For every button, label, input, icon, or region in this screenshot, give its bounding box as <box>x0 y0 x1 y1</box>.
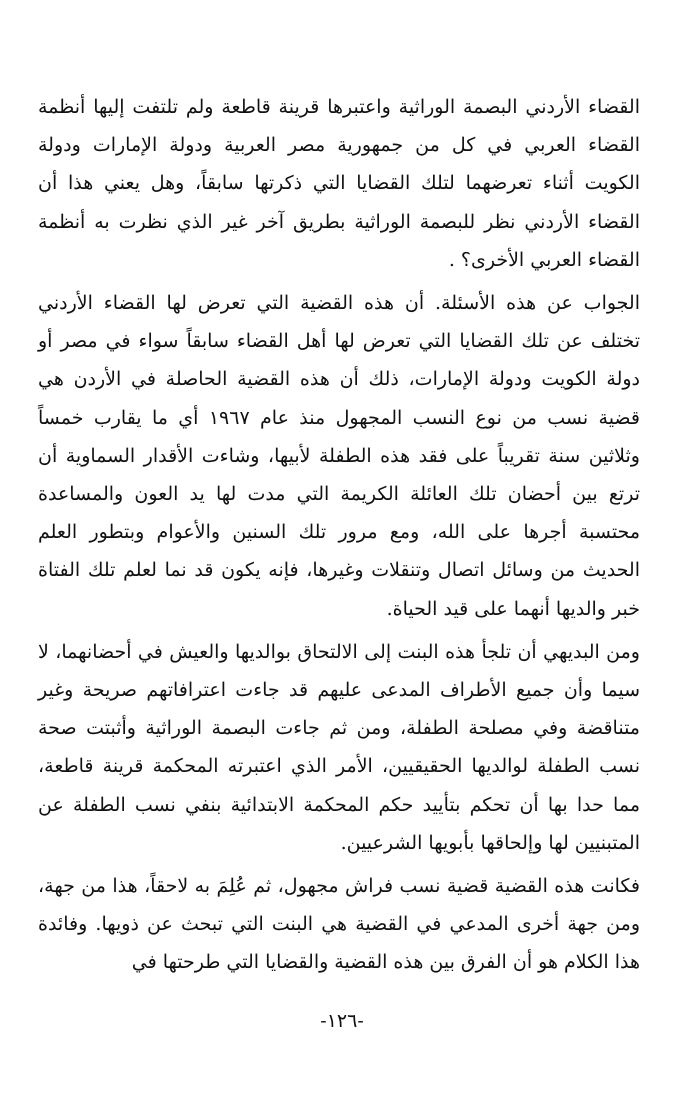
paragraph-1: القضاء الأردني البصمة الوراثية واعتبرها قرينة قاطعة ولم تلتفت إليها أنظمة القضاء العربي في كل من جمهورية مصر العربية ودولة الإمارات ودولة الكويت أثناء تعرضهما لتلك القضايا التي ذكرتها سابقاً، وهل يعني هذا أن القضاء الأردني نظر للبصمة الوراثية بطريق آخر غير الذي نظرت به أنظمة القضاء العربي الأخرى؟ . <box>38 96 640 271</box>
page-number: -١٢٦- <box>320 1010 364 1032</box>
paragraph-3: ومن البديهي أن تلجأ هذه البنت إلى الالتحاق بوالديها والعيش في أحضانهما، لا سيما وأن جميع الأطراف المدعى عليهم قد جاءت اعترافاتهم صريحة وغير متناقضة وفي مصلحة الطفلة، ومن ثم جاءت البصمة الوراثية وأثبتت صحة نسب الطفلة لوالديها الحقيقيين، الأمر الذي اعتبرته المحكمة قرينة قاطعة، مما حدا بها أن تحكم بتأييد حكم المحكمة الابتدائية بنفي نسب الطفلة عن المتبنيين لها وإلحاقها بأبويها الشرعيين. <box>38 640 640 854</box>
body-text <box>38 88 640 982</box>
paragraph-4: فكانت هذه القضية قضية نسب فراش مجهول، ثم عُلِمَ به لاحقاً، هذا من جهة، ومن جهة أخرى المدعي في القضية هي البنت التي تبحث عن ذويها. وفائدة هذا الكلام هو أن الفرق بين هذه القضية والقضايا التي طرحتها في <box>38 875 640 974</box>
paragraph-2: الجواب عن هذه الأسئلة. أن هذه القضية التي تعرض لها القضاء الأردني تختلف عن تلك القضايا التي تعرض لها أهل القضاء سابقاً سواء في مصر أو دولة الكويت ودولة الإمارات، ذلك أن هذه القضية الحاصلة في الأردن هي قضية نسب من نوع النسب المجهول منذ عام ١٩٦٧ أي ما يقارب خمساً وثلاثين سنة تقريباً على فقد هذه الطفلة لأبيها، وشاءت الأقدار السماوية أن ترتع بين أحضان تلك العائلة الكريمة التي مدت لها يد العون والمساعدة محتسبة أجرها على الله، ومع مرور تلك السنين والأعوام وبتطور العلم الحديث من وسائل اتصال وتنقلات وغيرها، فإنه يكون قد نما لعلم تلك الفتاة خبر والديها أنهما على قيد الحياة. <box>38 292 640 620</box>
